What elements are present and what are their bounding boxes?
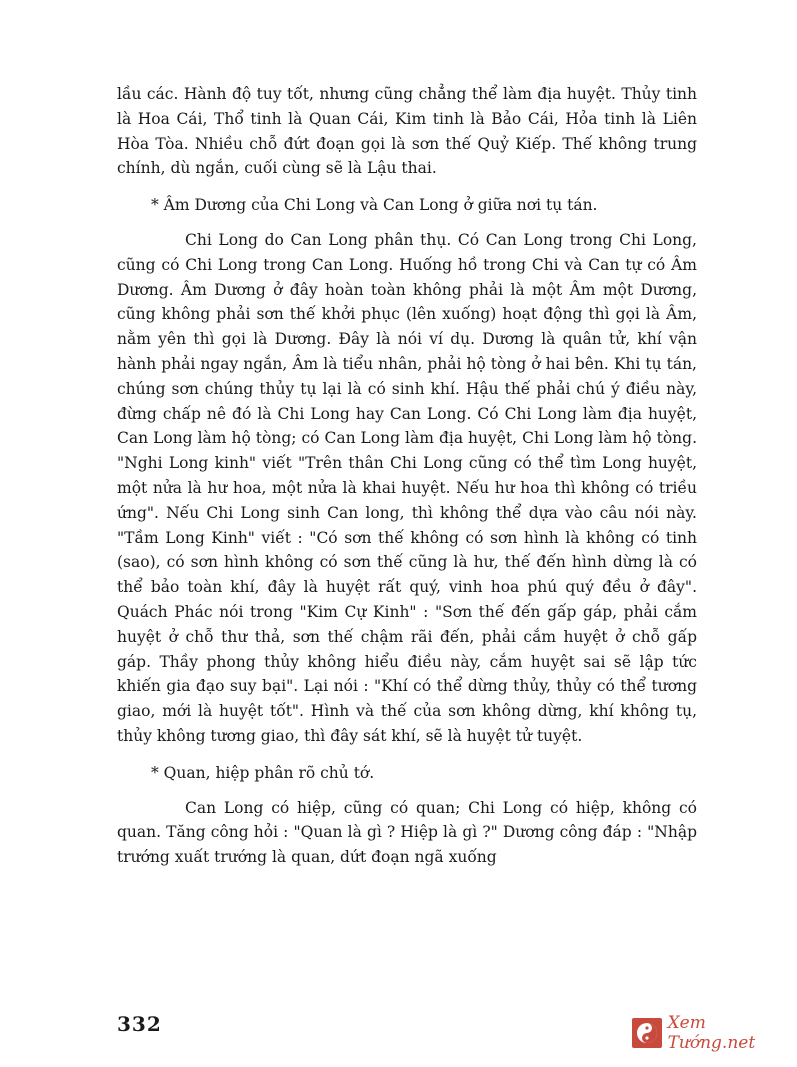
watermark-text: Xem Tướng.net bbox=[667, 1013, 756, 1053]
paragraph-1: lầu các. Hành độ tuy tốt, nhưng cũng chẳng thể làm địa huyệt. Thủy tinh là Hoa Cái, Thổ tinh là Quan Cái, Kim tinh là Bảo Cái, Hỏa tinh là Liên Hòa Tòa. Nhiều chỗ đứt đoạn gọi là sơn thế Quỷ Kiếp. Thế không trung chính, dù ngắn, cuối cùng sẽ là Lậu thai. bbox=[117, 85, 697, 178]
page-number: 332 bbox=[117, 1012, 162, 1036]
section-heading-quan-hiep: * Quan, hiệp phân rõ chủ tớ. bbox=[151, 763, 375, 782]
watermark bbox=[632, 1015, 797, 1051]
paragraph-3: Can Long có hiệp, cũng có quan; Chi Long có hiệp, không có quan. Tăng công hỏi : "Quan là gì ? Hiệp là gì ?" Dương công đáp : "Nhập trướng xuất trướng là quan, dứt đoạn ngã xuống bbox=[117, 798, 697, 867]
yin-yang-icon bbox=[632, 1018, 662, 1048]
section-heading-am-duong: * Âm Dương của Chi Long và Can Long ở giữa nơi tụ tán. bbox=[151, 196, 598, 215]
paragraph-2: Chi Long do Can Long phân thụ. Có Can Long trong Chi Long, cũng có Chi Long trong Can Long. Huống hồ trong Chi và Can tự có Âm Dương. Âm Dương ở đây hoàn toàn không phải là một Âm một Dương, cũng không phải sơn thế khởi phục (lên xuống) hoạt động thì gọi là Âm, nằm yên thì gọi là Dương. Đây là nói ví dụ. Dương là quân tử, khí vận hành phải ngay ngắn, Âm là tiểu nhân, phải hộ tòng ở hai bên. Khi tụ tán, chúng sơn chúng thủy tụ lại là có sinh khí. Hậu thế phải chú ý điều này, đừng chấp nê đó là Chi Long hay Can Long. Có Chi Long làm địa huyệt, Can Long làm hộ tòng; có Can Long làm địa huyệt, Chi Long làm hộ tòng. "Nghi Long kinh" viết "Trên thân Chi Long cũng có thể tìm Long huyệt, một nửa là hư hoa, một nửa là khai huyệt. Nếu hư hoa thì không có triều ứng". Nếu Chi Long sinh Can long, thì không thể dựa vào câu nói này. "Tầm Long Kinh" viết : "Có sơn thế không có sơn hình là không có tinh (sao), có sơn hình không có sơn thế cũng là hư, thế đến hình dừng là có thể bảo toàn khí, đây là huyệt rất quý, vinh hoa phú quý đều ở đây". Quách Phác nói trong "Kim Cự Kinh" : "Sơn thế đến gấp gáp, phải cắm huyệt ở chỗ thư thả, sơn thế chậm rãi đến, phải cắm huyệt ở chỗ gấp gáp. Thầy phong thủy không hiểu điều này, cắm huyệt sai sẽ lập tức khiến gia đạo suy bại". Lại nói : "Khí có thể dừng thủy, thủy có thể tương giao, mới là huyệt tốt". Hình và thế của sơn không dừng, khí không tụ, thủy không tương giao, thì đây sát khí, sẽ là huyệt tử tuyệt. bbox=[117, 230, 697, 745]
page-body bbox=[117, 82, 697, 870]
